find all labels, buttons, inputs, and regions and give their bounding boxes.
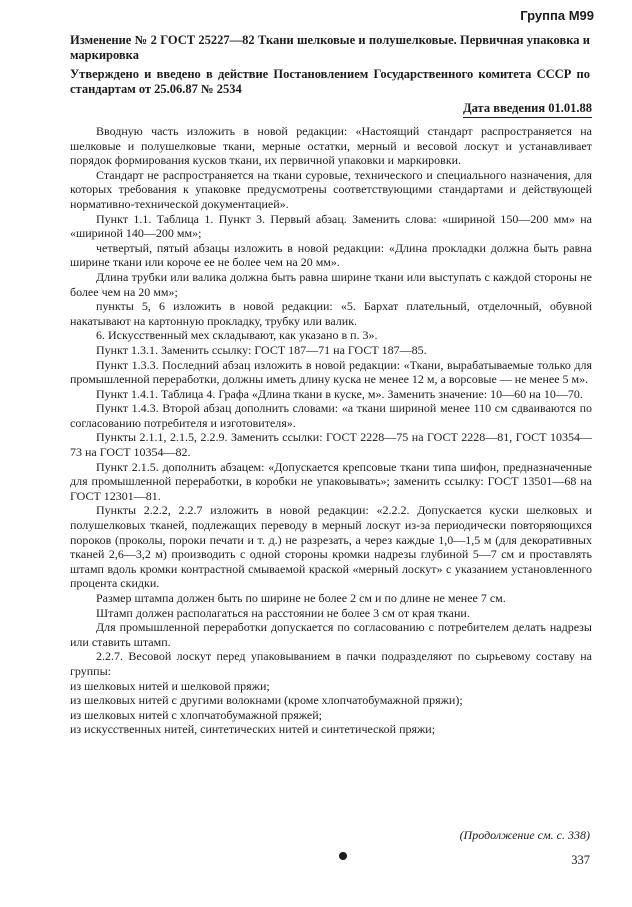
group-code: Группа М99 [520,8,594,23]
paragraph: Для промышленной переработки допускается по согласованию с потребителем делать надрезы или ставить штамп. [70,620,592,649]
document-body [70,124,592,737]
list-item: из искусственных нитей, синтетических нитей и синтетической пряжи; [70,722,436,737]
paragraph: Штамп должен располагаться на расстоянии не более 3 см от края ткани. [96,605,470,620]
paragraph: Пункт 1.1. Таблица 1. Пункт 3. Первый абзац. Заменить слова: «шириной 150—200 мм» на «шириной 140—200 мм»; [70,211,592,241]
paragraph: Пункт 1.3.3. Последний абзац изложить в новой редакции: «Ткани, вырабатываемые только для промышленной переработки, должны иметь длину куска не менее 12 м, а ворсовые — не менее 5 м». [70,357,592,387]
paragraph: Пункт 2.1.5. дополнить абзацем: «Допускается крепсовые ткани типа шифон, предназначенные для промышленной переработки, в коробки не упаковывать»; заменить ссылку: ГОСТ 13501—68 на ГОСТ 12301—81. [70,459,592,503]
amendment-title: Изменение № 2 ГОСТ 25227—82 Ткани шелковые и полушелковые. Первичная упаковка и маркировка [70,33,590,62]
paragraph: пункты 5, 6 изложить в новой редакции: «5. Бархат плательный, отделочный, обувной накатывают на картонную прокладку, трубку или валик. [70,299,592,328]
paragraph: четвертый, пятый абзацы изложить в новой редакции: «Длина прокладки должна быть равна ширине ткани или короче ее не более чем на 20 мм». [70,240,592,270]
paragraph: Длина трубки или валика должна быть равна ширине ткани или выступать с каждой стороны не более чем на 20 мм»; [70,269,592,299]
paragraph: Пункты 2.1.1, 2.1.5, 2.2.9. Заменить ссылки: ГОСТ 2228—75 на ГОСТ 2228—81, ГОСТ 10354—73 на ГОСТ 10354—82. [70,430,592,460]
paragraph: Пункт 1.3.1. Заменить ссылку: ГОСТ 187—71 на ГОСТ 187—85. [96,342,427,357]
introduction-date: Дата введения 01.01.88 [463,101,592,118]
paragraph: Пункты 2.2.2, 2.2.7 изложить в новой редакции: «2.2.2. Допускается куски шелковых и полушелковых тканей, подлежащих переводу в мерный лоскут из-за периодически повторяющихся пороков (проколы, пороки печати и т. д.) не разрезать, а через каждые 1,0—1,5 м (для декоративных тканей 2,6—3,2 м) производить с одной стороны кромки надрезы глубиной 5—7 см и проставлять штамп вдоль кромки контрастной смываемой краской «мерный лоскут» с указанием установленного процента скидки. [70,503,592,591]
list-item: из шелковых нитей и шелковой пряжи; [70,678,270,693]
paragraph: Размер штампа должен быть по ширине не более 2 см и по длине не менее 7 см. [96,591,506,605]
paragraph: Пункт 1.4.1. Таблица 4. Графа «Длина ткани в куске, м». Заменить значение: 10—60 на 10—70. [96,386,583,401]
page-number: 337 [571,853,590,867]
list-item: из шелковых нитей с хлопчатобумажной пряжей; [70,707,322,722]
paragraph: 2.2.7. Весовой лоскут перед упаковыванием в пачки подразделяют по сырьевому составу на группы: [70,649,592,678]
paragraph: Вводную часть изложить в новой редакции: «Настоящий стандарт распространяется на шелковые и полушелковые ткани, мерные остатки, мерный и весовой лоскут и устанавливает порядок формирования кусков ткани, их первичной упаковки и маркировки. [70,124,592,168]
paragraph: Пункт 1.4.3. Второй абзац дополнить словами: «а ткани шириной менее 110 см сдваиваются по согласованию потребителя и изготовителя». [70,401,592,430]
approval-statement: Утверждено и введено в действие Постановлением Государственного комитета СССР по стандартам от 25.06.87 № 2534 [70,67,590,96]
list-item: из шелковых нитей с другими волокнами (кроме хлопчатобумажной пряжи); [70,693,463,708]
continuation-note: (Продолжение см. с. 338) [459,828,590,842]
paragraph: 6. Искусственный мех складывают, как указано в п. 3». [96,328,378,343]
paragraph: Стандарт не распространяется на ткани суровые, технического и специального назначения, для которых требования к упаковке предусмотрены соответствующими стандартами и действующей нормативно-технической документацией». [70,167,592,211]
bullet-mark [339,852,347,860]
